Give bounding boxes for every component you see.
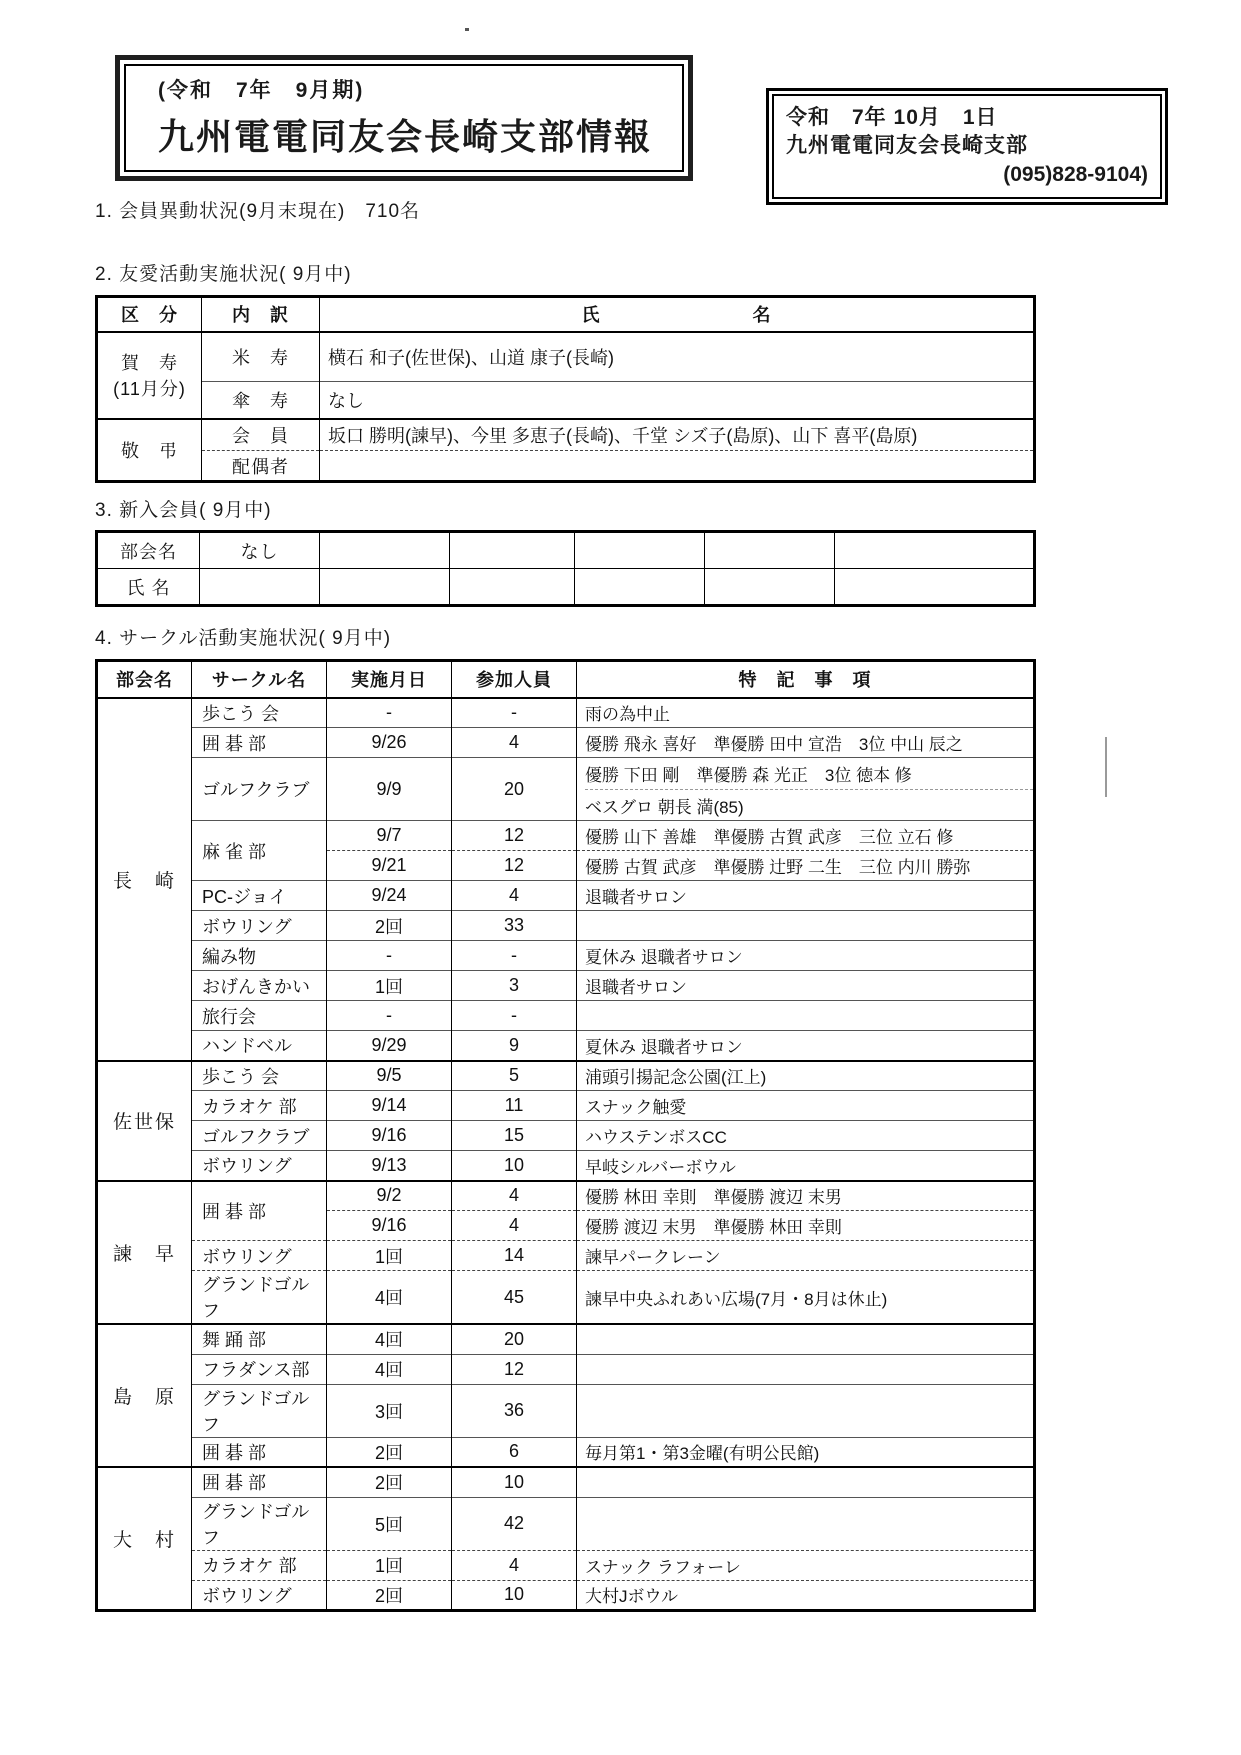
names-cell: 横石 和子(佐世保)、山道 康子(長崎) bbox=[320, 332, 1035, 382]
date-cell: 9/9 bbox=[327, 758, 452, 821]
participants-cell: 36 bbox=[452, 1384, 577, 1437]
circle-name-cell: PC-ジョイ bbox=[192, 881, 327, 911]
scan-artifact-line bbox=[1105, 737, 1107, 797]
circle-name-cell: 囲 碁 部 bbox=[192, 1181, 327, 1241]
date-cell: 2回 bbox=[327, 911, 452, 941]
col-breakdown: 内 訳 bbox=[202, 297, 320, 332]
section-2-heading: 2. 友愛活動実施状況( 9月中) bbox=[95, 264, 352, 285]
date-cell: 9/7 bbox=[327, 821, 452, 851]
row-label: 氏 名 bbox=[97, 569, 200, 606]
circle-activity-table bbox=[95, 659, 1036, 1612]
note-line: 諫早パークレーン bbox=[585, 1248, 721, 1267]
section-1-heading: 1. 会員異動状況(9月末現在) 710名 bbox=[95, 201, 421, 222]
date-cell: 2回 bbox=[327, 1580, 452, 1610]
participants-cell: 45 bbox=[452, 1271, 577, 1325]
page-title: 九州電電同友会長崎支部情報 bbox=[158, 116, 653, 157]
issuer-box bbox=[772, 94, 1162, 199]
empty-cell bbox=[705, 569, 835, 606]
issuer-name: 九州電電同友会長崎支部 bbox=[786, 134, 1028, 158]
notes-cell bbox=[577, 911, 1035, 941]
date-cell: 9/21 bbox=[327, 851, 452, 881]
participants-cell: 42 bbox=[452, 1497, 577, 1550]
empty-cell bbox=[835, 532, 1035, 569]
participants-cell: 4 bbox=[452, 1550, 577, 1580]
circle-name-cell: ハンドベル bbox=[192, 1031, 327, 1061]
note-line: 雨の為中止 bbox=[585, 705, 670, 725]
branch-name-cell: 島 原 bbox=[97, 1324, 192, 1467]
notes-cell bbox=[577, 1001, 1035, 1031]
note-line: 夏休み 退職者サロン bbox=[585, 948, 743, 967]
participants-cell: 12 bbox=[452, 851, 577, 881]
section-4-heading: 4. サークル活動実施状況( 9月中) bbox=[95, 628, 392, 649]
col-category: 区 分 bbox=[97, 297, 202, 332]
col-date: 実施月日 bbox=[327, 661, 452, 698]
date-cell: - bbox=[327, 941, 452, 971]
note-line: 優勝 飛永 喜好 準優勝 田中 宣浩 3位 中山 辰之 bbox=[585, 735, 963, 754]
circle-name-cell: 麻 雀 部 bbox=[192, 821, 327, 881]
friendship-activity-table bbox=[95, 295, 1036, 483]
breakdown-cell: 米 寿 bbox=[202, 332, 320, 382]
note-line: 優勝 渡辺 末男 準優勝 林田 幸則 bbox=[585, 1218, 842, 1237]
notes-cell bbox=[577, 971, 1035, 1001]
circle-name-cell: カラオケ 部 bbox=[192, 1550, 327, 1580]
circle-name-cell: 歩こう 会 bbox=[192, 1061, 327, 1091]
new-members-table bbox=[95, 530, 1036, 607]
participants-cell: 9 bbox=[452, 1031, 577, 1061]
empty-cell bbox=[320, 532, 450, 569]
circle-name-cell: 囲 碁 部 bbox=[192, 728, 327, 758]
empty-cell bbox=[200, 569, 320, 606]
date-cell: 1回 bbox=[327, 1241, 452, 1271]
participants-cell: - bbox=[452, 1001, 577, 1031]
participants-cell: 10 bbox=[452, 1151, 577, 1181]
branch-name-cell: 諫 早 bbox=[97, 1181, 192, 1325]
branch-name-cell: 佐世保 bbox=[97, 1061, 192, 1181]
row-label: 部会名 bbox=[97, 532, 200, 569]
participants-cell: 4 bbox=[452, 728, 577, 758]
names-cell bbox=[320, 451, 1035, 482]
participants-cell: 14 bbox=[452, 1241, 577, 1271]
circle-name-cell: 囲 碁 部 bbox=[192, 1437, 327, 1467]
col-circle: サークル名 bbox=[192, 661, 327, 698]
note-line: 優勝 林田 幸則 準優勝 渡辺 末男 bbox=[585, 1188, 842, 1208]
note-line: 退職者サロン bbox=[585, 978, 687, 997]
notes-cell bbox=[577, 1580, 1035, 1610]
category-cell: 敬 弔 bbox=[97, 419, 202, 482]
note-line: 毎月第1・第3金曜(有明公民館) bbox=[585, 1444, 820, 1464]
notes-cell bbox=[577, 941, 1035, 971]
note-line: スナック触愛 bbox=[585, 1098, 687, 1117]
circle-name-cell: 舞 踊 部 bbox=[192, 1324, 327, 1354]
category-sublabel: (11月分) bbox=[113, 379, 186, 399]
notes-cell bbox=[577, 851, 1035, 881]
notes-cell bbox=[577, 1271, 1035, 1325]
participants-cell: 5 bbox=[452, 1061, 577, 1091]
date-cell: 9/29 bbox=[327, 1031, 452, 1061]
participants-cell: 12 bbox=[452, 1354, 577, 1384]
category-cell bbox=[97, 332, 202, 419]
circle-name-cell: グランドゴルフ bbox=[192, 1497, 327, 1550]
notes-cell bbox=[577, 758, 1035, 821]
empty-cell bbox=[450, 532, 575, 569]
notes-cell bbox=[577, 1151, 1035, 1181]
participants-cell: 4 bbox=[452, 1181, 577, 1211]
date-cell: 9/5 bbox=[327, 1061, 452, 1091]
note-line: 優勝 下田 剛 準優勝 森 光正 3位 徳本 修 bbox=[585, 765, 912, 785]
participants-cell: 33 bbox=[452, 911, 577, 941]
date-cell: 9/13 bbox=[327, 1151, 452, 1181]
circle-name-cell: 編み物 bbox=[192, 941, 327, 971]
empty-cell bbox=[320, 569, 450, 606]
note-line: 諫早中央ふれあい広場(7月・8月は休止) bbox=[585, 1289, 888, 1309]
document-body bbox=[95, 194, 1035, 1612]
notes-cell bbox=[577, 1324, 1035, 1354]
note-line: 退職者サロン bbox=[585, 888, 687, 907]
circle-name-cell: おげんきかい bbox=[192, 971, 327, 1001]
circle-name-cell: 旅行会 bbox=[192, 1001, 327, 1031]
date-cell: 3回 bbox=[327, 1384, 452, 1437]
note-line: 優勝 古賀 武彦 準優勝 辻野 二生 三位 内川 勝弥 bbox=[585, 858, 971, 877]
col-name: 氏 名 bbox=[320, 297, 1035, 332]
notes-cell bbox=[577, 1031, 1035, 1061]
circle-name-cell: ボウリング bbox=[192, 1580, 327, 1610]
participants-cell: 10 bbox=[452, 1467, 577, 1497]
date-cell: 4回 bbox=[327, 1324, 452, 1354]
participants-cell: 4 bbox=[452, 1211, 577, 1241]
value-cell: なし bbox=[200, 532, 320, 569]
breakdown-cell: 会 員 bbox=[202, 419, 320, 451]
circle-name-cell: フラダンス部 bbox=[192, 1354, 327, 1384]
scan-artifact-dot bbox=[465, 28, 469, 31]
date-cell: 9/14 bbox=[327, 1091, 452, 1121]
participants-cell: 20 bbox=[452, 1324, 577, 1354]
participants-cell: 11 bbox=[452, 1091, 577, 1121]
note-line: 優勝 山下 善雄 準優勝 古賀 武彦 三位 立石 修 bbox=[585, 828, 954, 847]
note-line: ハウステンボスCC bbox=[585, 1128, 727, 1147]
circle-name-cell: グランドゴルフ bbox=[192, 1384, 327, 1437]
notes-cell bbox=[577, 1497, 1035, 1550]
notes-cell bbox=[577, 881, 1035, 911]
date-cell: - bbox=[327, 698, 452, 728]
participants-cell: 6 bbox=[452, 1437, 577, 1467]
notes-cell bbox=[577, 1550, 1035, 1580]
date-cell: - bbox=[327, 1001, 452, 1031]
notes-cell bbox=[577, 1437, 1035, 1467]
circle-name-cell: 囲 碁 部 bbox=[192, 1467, 327, 1497]
col-notes: 特 記 事 項 bbox=[577, 661, 1035, 698]
col-count: 参加人員 bbox=[452, 661, 577, 698]
note-line: 大村Jボウル bbox=[585, 1587, 678, 1606]
notes-cell bbox=[577, 1211, 1035, 1241]
date-cell: 9/2 bbox=[327, 1181, 452, 1211]
participants-cell: 12 bbox=[452, 821, 577, 851]
date-cell: 4回 bbox=[327, 1271, 452, 1325]
names-cell: 坂口 勝明(諫早)、今里 多恵子(長崎)、千堂 シズ子(島原)、山下 喜平(島原) bbox=[320, 419, 1035, 451]
notes-cell bbox=[577, 728, 1035, 758]
notes-cell bbox=[577, 1354, 1035, 1384]
period-label: (令和 7年 9月期) bbox=[158, 79, 365, 102]
participants-cell: - bbox=[452, 698, 577, 728]
notes-cell bbox=[577, 1121, 1035, 1151]
note-line: スナック ラフォーレ bbox=[585, 1557, 741, 1577]
note-line: 浦頭引揚記念公園(江上) bbox=[585, 1068, 767, 1088]
date-cell: 1回 bbox=[327, 971, 452, 1001]
notes-cell bbox=[577, 1241, 1035, 1271]
notes-cell bbox=[577, 698, 1035, 728]
participants-cell: - bbox=[452, 941, 577, 971]
date-cell: 2回 bbox=[327, 1437, 452, 1467]
breakdown-cell: 傘 寿 bbox=[202, 382, 320, 419]
branch-name-cell: 大 村 bbox=[97, 1467, 192, 1610]
empty-cell bbox=[575, 532, 705, 569]
empty-cell bbox=[705, 532, 835, 569]
note-line: 早岐シルバーボウル bbox=[585, 1157, 736, 1177]
participants-cell: 20 bbox=[452, 758, 577, 821]
notes-cell bbox=[577, 821, 1035, 851]
category-label: 賀 寿 bbox=[121, 353, 178, 373]
circle-name-cell: カラオケ 部 bbox=[192, 1091, 327, 1121]
date-cell: 9/24 bbox=[327, 881, 452, 911]
notes-cell bbox=[577, 1181, 1035, 1211]
circle-name-cell: ゴルフクラブ bbox=[192, 1121, 327, 1151]
empty-cell bbox=[575, 569, 705, 606]
empty-cell bbox=[450, 569, 575, 606]
title-box bbox=[124, 64, 684, 172]
participants-cell: 4 bbox=[452, 881, 577, 911]
date-cell: 9/26 bbox=[327, 728, 452, 758]
notes-cell bbox=[577, 1061, 1035, 1091]
issue-date: 令和 7年 10月 1日 bbox=[786, 106, 998, 129]
date-cell: 2回 bbox=[327, 1467, 452, 1497]
date-cell: 9/16 bbox=[327, 1121, 452, 1151]
notes-cell bbox=[577, 1384, 1035, 1437]
circle-name-cell: ボウリング bbox=[192, 1241, 327, 1271]
date-cell: 4回 bbox=[327, 1354, 452, 1384]
circle-name-cell: グランドゴルフ bbox=[192, 1271, 327, 1325]
breakdown-cell: 配偶者 bbox=[202, 451, 320, 482]
empty-cell bbox=[835, 569, 1035, 606]
circle-name-cell: ボウリング bbox=[192, 911, 327, 941]
participants-cell: 3 bbox=[452, 971, 577, 1001]
col-branch: 部会名 bbox=[97, 661, 192, 698]
date-cell: 5回 bbox=[327, 1497, 452, 1550]
notes-cell bbox=[577, 1467, 1035, 1497]
participants-cell: 15 bbox=[452, 1121, 577, 1151]
circle-name-cell: ボウリング bbox=[192, 1151, 327, 1181]
branch-name-cell: 長 崎 bbox=[97, 698, 192, 1061]
note-line: 夏休み 退職者サロン bbox=[585, 1037, 743, 1057]
date-cell: 1回 bbox=[327, 1550, 452, 1580]
note-line-2: ベスグロ 朝長 満(85) bbox=[585, 789, 1033, 818]
names-cell: なし bbox=[320, 382, 1035, 419]
circle-name-cell: 歩こう 会 bbox=[192, 698, 327, 728]
circle-name-cell: ゴルフクラブ bbox=[192, 758, 327, 821]
participants-cell: 10 bbox=[452, 1580, 577, 1610]
notes-cell bbox=[577, 1091, 1035, 1121]
issuer-phone: (095)828-9104) bbox=[1003, 162, 1148, 186]
date-cell: 9/16 bbox=[327, 1211, 452, 1241]
section-3-heading: 3. 新入会員( 9月中) bbox=[95, 500, 272, 521]
